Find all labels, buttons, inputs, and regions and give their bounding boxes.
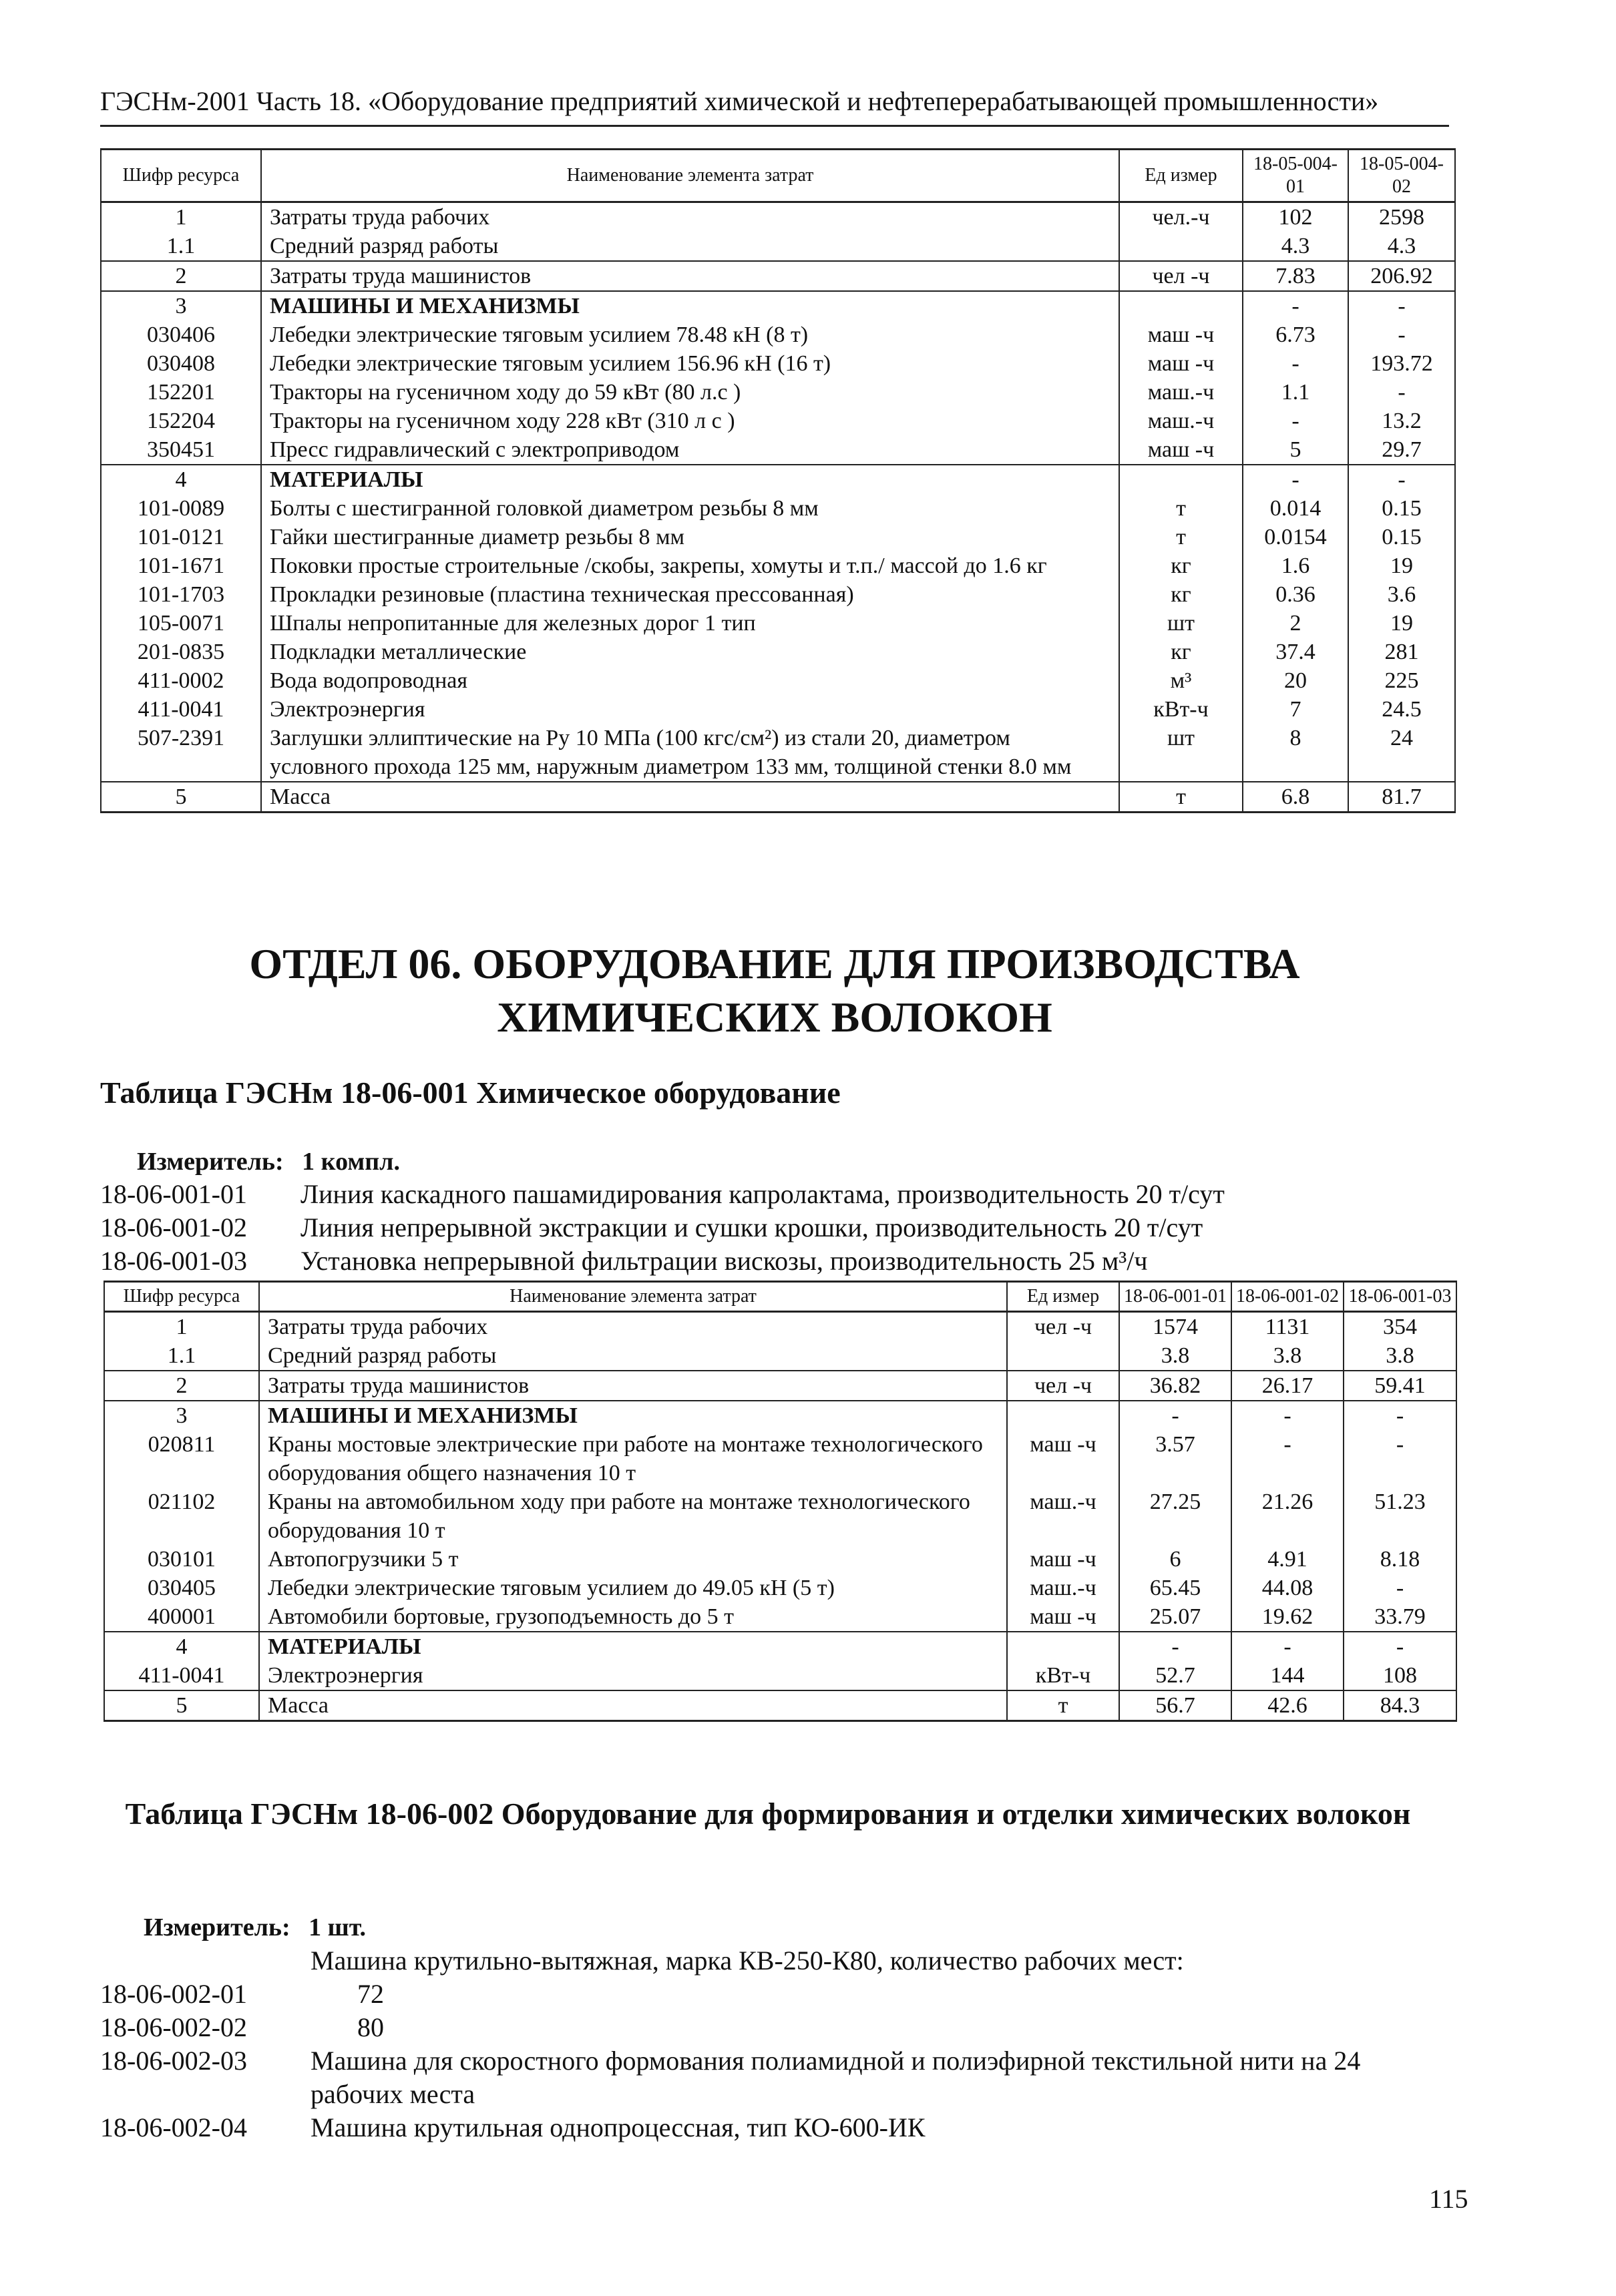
variant-code: 18-06-001-03 xyxy=(100,1246,247,1276)
cell-name: Электроэнергия xyxy=(261,695,1119,724)
cell-name: МАТЕРИАЛЫ xyxy=(259,1632,1007,1661)
cell-v1: 6.8 xyxy=(1243,782,1348,813)
variant-code: 18-06-002-04 xyxy=(100,2112,247,2142)
table-row xyxy=(104,1312,1456,1342)
cell-v3: 84.3 xyxy=(1344,1690,1456,1721)
cell-name: Тракторы на гусеничном ходу до 59 кВт (80 л.с ) xyxy=(261,378,1119,407)
variant-item xyxy=(100,2011,1446,2044)
cell-v2: 44.08 xyxy=(1231,1574,1344,1602)
table-row xyxy=(101,261,1455,291)
table-row xyxy=(101,232,1455,261)
table-row xyxy=(101,551,1455,580)
table-row xyxy=(104,1371,1456,1401)
cell-unit: чел -ч xyxy=(1007,1312,1119,1342)
variant-text: Машина крутильная однопроцессная, тип КО-600-ИК xyxy=(311,2112,926,2142)
meter-value: 1 компл. xyxy=(302,1148,400,1176)
cell-name: Болты с шестигранной головкой диаметром резьбы 8 мм xyxy=(261,494,1119,523)
cell-v2: - xyxy=(1231,1632,1344,1661)
table-row xyxy=(104,1401,1456,1430)
cell-v1: 1.6 xyxy=(1243,551,1348,580)
cell-v2: 19 xyxy=(1348,551,1455,580)
cell-v1: 36.82 xyxy=(1119,1371,1231,1401)
cell-name: Лебедки электрические тяговым усилием до 49.05 кН (5 т) xyxy=(259,1574,1007,1602)
cell-v3: 33.79 xyxy=(1344,1602,1456,1632)
cell-name: Пресс гидравлический с электроприводом xyxy=(261,435,1119,465)
cell-v3: - xyxy=(1344,1632,1456,1661)
cell-code: 152204 xyxy=(101,407,261,435)
table-row xyxy=(104,1690,1456,1721)
cell-unit: маш.-ч xyxy=(1007,1487,1119,1545)
table-row xyxy=(101,320,1455,349)
cell-name: Масса xyxy=(261,782,1119,813)
cell-code: 030406 xyxy=(101,320,261,349)
cell-v1: 8 xyxy=(1243,724,1348,782)
table-row xyxy=(101,638,1455,666)
cell-code: 3 xyxy=(104,1401,259,1430)
cell-name: МАШИНЫ И МЕХАНИЗМЫ xyxy=(259,1401,1007,1430)
cell-v1: 1574 xyxy=(1119,1312,1231,1342)
cell-name: Затраты труда машинистов xyxy=(261,261,1119,291)
cell-v1: 37.4 xyxy=(1243,638,1348,666)
cell-name: Поковки простые строительные /скобы, закрепы, хомуты и т.п./ массой до 1.6 кг xyxy=(261,551,1119,580)
cell-name: Шпалы непропитанные для железных дорог 1 тип xyxy=(261,609,1119,638)
cell-v2: - xyxy=(1348,291,1455,320)
table-row xyxy=(104,1430,1456,1487)
cell-v1: 6.73 xyxy=(1243,320,1348,349)
cell-v2: 281 xyxy=(1348,638,1455,666)
cell-unit: т xyxy=(1119,494,1243,523)
cell-code: 152201 xyxy=(101,378,261,407)
cell-v2: 4.91 xyxy=(1231,1545,1344,1574)
cell-code: 4 xyxy=(101,465,261,494)
meter-label: Измеритель: xyxy=(137,1148,284,1176)
cell-code: 101-0089 xyxy=(101,494,261,523)
table-row xyxy=(101,782,1455,813)
cell-v2: 24 xyxy=(1348,724,1455,782)
col-header-unit: Ед измер xyxy=(1119,150,1243,202)
cell-unit xyxy=(1007,1341,1119,1371)
cell-v1: - xyxy=(1243,291,1348,320)
variant-item xyxy=(100,1244,1225,1278)
cell-unit: кВт-ч xyxy=(1119,695,1243,724)
table-row xyxy=(101,666,1455,695)
table-row xyxy=(104,1632,1456,1661)
cell-code: 101-1671 xyxy=(101,551,261,580)
table-row xyxy=(101,378,1455,407)
cell-code: 2 xyxy=(101,261,261,291)
cell-v3: - xyxy=(1344,1430,1456,1487)
col-header-v2: 18-06-001-02 xyxy=(1231,1282,1344,1312)
cell-name: Затраты труда машинистов xyxy=(259,1371,1007,1401)
variant-text: Установка непрерывной фильтрации вискозы, производительность 25 м³/ч xyxy=(300,1246,1148,1276)
cell-unit: чел.-ч xyxy=(1119,202,1243,232)
table-row xyxy=(101,465,1455,494)
variant-text: Линия каскадного пашамидирования капролактама, производительность 20 т/сут xyxy=(300,1179,1225,1209)
cell-v1: 7.83 xyxy=(1243,261,1348,291)
cell-v1: 0.36 xyxy=(1243,580,1348,609)
cell-v2: 21.26 xyxy=(1231,1487,1344,1545)
cell-v1: 20 xyxy=(1243,666,1348,695)
col-header-name: Наименование элемента затрат xyxy=(261,150,1119,202)
cell-v2: 81.7 xyxy=(1348,782,1455,813)
cell-code: 2 xyxy=(104,1371,259,1401)
cell-name: Затраты труда рабочих xyxy=(259,1312,1007,1342)
cell-name: Электроэнергия xyxy=(259,1661,1007,1690)
col-header-unit: Ед измер xyxy=(1007,1282,1119,1312)
cell-v3: 354 xyxy=(1344,1312,1456,1342)
cell-code: 1 xyxy=(104,1312,259,1342)
cell-code: 507-2391 xyxy=(101,724,261,782)
variant-text: 72 xyxy=(357,1979,384,2009)
page-number: 115 xyxy=(1429,2184,1468,2214)
variant-item xyxy=(100,2111,1446,2144)
table-row xyxy=(101,291,1455,320)
cell-v2: 42.6 xyxy=(1231,1690,1344,1721)
cell-unit: маш -ч xyxy=(1007,1430,1119,1487)
cell-name: Заглушки эллиптические на Ру 10 МПа (100 кгс/см²) из стали 20, диаметром условного прохода 125 мм, наружным диаметром 133 мм, толщиной стенки 8.0 мм xyxy=(261,724,1119,782)
cell-code: 4 xyxy=(104,1632,259,1661)
cell-v1: - xyxy=(1243,349,1348,378)
cell-unit: маш.-ч xyxy=(1119,407,1243,435)
cell-v2: 19.62 xyxy=(1231,1602,1344,1632)
cell-v1: 3.8 xyxy=(1119,1341,1231,1371)
cell-v2: 19 xyxy=(1348,609,1455,638)
cell-unit: маш -ч xyxy=(1007,1602,1119,1632)
cell-v2: - xyxy=(1348,465,1455,494)
cell-unit: маш -ч xyxy=(1119,349,1243,378)
table-header-row xyxy=(101,150,1455,202)
cell-code: 101-0121 xyxy=(101,523,261,551)
cell-unit: т xyxy=(1119,523,1243,551)
table-row xyxy=(101,349,1455,378)
variant-text: 80 xyxy=(357,2012,384,2042)
cell-name: Лебедки электрические тяговым усилием 156.96 кН (16 т) xyxy=(261,349,1119,378)
cell-v1: - xyxy=(1119,1401,1231,1430)
cell-name: Затраты труда рабочих xyxy=(261,202,1119,232)
meter-line xyxy=(144,1911,366,1944)
cell-v1: 65.45 xyxy=(1119,1574,1231,1602)
cell-v2: - xyxy=(1348,378,1455,407)
cell-v1: 102 xyxy=(1243,202,1348,232)
col-header-name: Наименование элемента затрат xyxy=(259,1282,1007,1312)
cell-name: Автомобили бортовые, грузоподъемность до 5 т xyxy=(259,1602,1007,1632)
col-header-v2: 18-05-004-02 xyxy=(1348,150,1455,202)
variant-list-18-06-001 xyxy=(100,1178,1225,1278)
cell-v1: - xyxy=(1119,1632,1231,1661)
cell-unit: маш -ч xyxy=(1119,320,1243,349)
cell-code: 1.1 xyxy=(104,1341,259,1371)
cell-unit: маш.-ч xyxy=(1119,378,1243,407)
cell-unit: м³ xyxy=(1119,666,1243,695)
variant-intro xyxy=(100,1944,1446,1978)
cell-name: Автопогрузчики 5 т xyxy=(259,1545,1007,1574)
cell-unit: маш.-ч xyxy=(1007,1574,1119,1602)
cell-unit: шт xyxy=(1119,609,1243,638)
cell-code: 101-1703 xyxy=(101,580,261,609)
cell-unit xyxy=(1119,232,1243,261)
variant-code: 18-06-002-02 xyxy=(100,2012,247,2042)
cell-v1: 0.014 xyxy=(1243,494,1348,523)
cell-code: 030405 xyxy=(104,1574,259,1602)
cell-code: 1 xyxy=(101,202,261,232)
table-row xyxy=(104,1661,1456,1690)
table-row xyxy=(101,695,1455,724)
cell-v2: - xyxy=(1348,320,1455,349)
cell-v3: - xyxy=(1344,1574,1456,1602)
resource-table-18-06-001 xyxy=(104,1281,1457,1722)
variant-text: Линия непрерывной экстракции и сушки крошки, производительность 20 т/сут xyxy=(300,1212,1203,1242)
cell-code: 1.1 xyxy=(101,232,261,261)
cell-code: 3 xyxy=(101,291,261,320)
cell-v1: 3.57 xyxy=(1119,1430,1231,1487)
cell-unit: шт xyxy=(1119,724,1243,782)
cell-name: МАТЕРИАЛЫ xyxy=(261,465,1119,494)
table-row xyxy=(101,407,1455,435)
cell-v1: 1.1 xyxy=(1243,378,1348,407)
cell-unit: чел -ч xyxy=(1007,1371,1119,1401)
cell-v2: 3.8 xyxy=(1231,1341,1344,1371)
cell-unit: маш -ч xyxy=(1007,1545,1119,1574)
cell-name: Лебедки электрические тяговым усилием 78.48 кН (8 т) xyxy=(261,320,1119,349)
cell-v2: 2598 xyxy=(1348,202,1455,232)
cell-v2: 3.6 xyxy=(1348,580,1455,609)
cell-code: 400001 xyxy=(104,1602,259,1632)
variant-list-18-06-002 xyxy=(100,1944,1446,2144)
variant-code: 18-06-001-02 xyxy=(100,1212,247,1242)
variant-intro-text: Машина крутильно-вытяжная, марка КВ-250-К80, количество рабочих мест: xyxy=(311,1945,1184,1976)
cell-v2: - xyxy=(1231,1430,1344,1487)
table-row xyxy=(101,724,1455,782)
cell-unit: т xyxy=(1119,782,1243,813)
cell-name: Средний разряд работы xyxy=(261,232,1119,261)
cell-v3: - xyxy=(1344,1401,1456,1430)
cell-unit: маш -ч xyxy=(1119,435,1243,465)
table-row xyxy=(104,1545,1456,1574)
table-row xyxy=(101,609,1455,638)
cell-v2: 193.72 xyxy=(1348,349,1455,378)
cell-v2: 206.92 xyxy=(1348,261,1455,291)
cell-v1: 56.7 xyxy=(1119,1690,1231,1721)
cell-v2: 29.7 xyxy=(1348,435,1455,465)
cell-name: Средний разряд работы xyxy=(259,1341,1007,1371)
cell-v2: 144 xyxy=(1231,1661,1344,1690)
cell-v1: 4.3 xyxy=(1243,232,1348,261)
cell-code: 201-0835 xyxy=(101,638,261,666)
cell-unit: кВт-ч xyxy=(1007,1661,1119,1690)
cell-code: 411-0002 xyxy=(101,666,261,695)
cell-unit: кг xyxy=(1119,638,1243,666)
cell-v1: 27.25 xyxy=(1119,1487,1231,1545)
cell-code: 030408 xyxy=(101,349,261,378)
cell-v2: - xyxy=(1231,1401,1344,1430)
cell-v2: 0.15 xyxy=(1348,523,1455,551)
variant-item xyxy=(100,1178,1225,1211)
variant-item xyxy=(100,2044,1446,2111)
cell-v1: 7 xyxy=(1243,695,1348,724)
table-row xyxy=(104,1602,1456,1632)
cell-v3: 59.41 xyxy=(1344,1371,1456,1401)
cell-v1: 5 xyxy=(1243,435,1348,465)
meter-label: Измеритель: xyxy=(144,1913,290,1941)
cell-v3: 108 xyxy=(1344,1661,1456,1690)
cell-v1: - xyxy=(1243,465,1348,494)
table-row xyxy=(101,202,1455,232)
resource-table-18-05-004 xyxy=(100,148,1456,813)
variant-code: 18-06-002-03 xyxy=(100,2046,247,2076)
cell-unit xyxy=(1007,1401,1119,1430)
cell-v3: 51.23 xyxy=(1344,1487,1456,1545)
col-header-v3: 18-06-001-03 xyxy=(1344,1282,1456,1312)
cell-name: Краны мостовые электрические при работе на монтаже технологического оборудования общего назначения 10 т xyxy=(259,1430,1007,1487)
table-row xyxy=(104,1487,1456,1545)
cell-unit: кг xyxy=(1119,551,1243,580)
cell-code: 411-0041 xyxy=(101,695,261,724)
col-header-v1: 18-05-004-01 xyxy=(1243,150,1348,202)
cell-code: 020811 xyxy=(104,1430,259,1487)
cell-unit xyxy=(1119,291,1243,320)
cell-v1: - xyxy=(1243,407,1348,435)
cell-unit xyxy=(1119,465,1243,494)
cell-code: 021102 xyxy=(104,1487,259,1545)
cell-code: 030101 xyxy=(104,1545,259,1574)
col-header-code: Шифр ресурса xyxy=(104,1282,259,1312)
cell-name: Гайки шестигранные диаметр резьбы 8 мм xyxy=(261,523,1119,551)
table-row xyxy=(101,580,1455,609)
cell-name: Подкладки металлические xyxy=(261,638,1119,666)
variant-item xyxy=(100,1211,1225,1244)
section-title: ОТДЕЛ 06. ОБОРУДОВАНИЕ ДЛЯ ПРОИЗВОДСТВА ХИМИЧЕСКИХ ВОЛОКОН xyxy=(249,940,1300,1041)
meter-value: 1 шт. xyxy=(309,1913,367,1941)
table-row xyxy=(101,523,1455,551)
cell-v1: 25.07 xyxy=(1119,1602,1231,1632)
table-row xyxy=(104,1341,1456,1371)
cell-v2: 24.5 xyxy=(1348,695,1455,724)
cell-v2: 13.2 xyxy=(1348,407,1455,435)
cell-v3: 8.18 xyxy=(1344,1545,1456,1574)
variant-item xyxy=(100,1978,1446,2011)
variant-text: Машина для скоростного формования полиамидной и полиэфирной текстильной нити на 24 рабочих места xyxy=(311,2046,1361,2109)
cell-name: Краны на автомобильном ходу при работе на монтаже технологического оборудования 10 т xyxy=(259,1487,1007,1545)
table-title-18-06-001: Таблица ГЭСНм 18-06-001 Химическое оборудование xyxy=(100,1076,841,1110)
table-header-row xyxy=(104,1282,1456,1312)
cell-code: 5 xyxy=(104,1690,259,1721)
meter-line xyxy=(137,1145,400,1178)
table-row xyxy=(101,435,1455,465)
cell-v2: 0.15 xyxy=(1348,494,1455,523)
table-title-18-06-002: Таблица ГЭСНм 18-06-002 Оборудование для формирования и отделки химических волокон xyxy=(125,1797,1411,1831)
cell-name: Прокладки резиновые (пластина техническая прессованная) xyxy=(261,580,1119,609)
col-header-v1: 18-06-001-01 xyxy=(1119,1282,1231,1312)
cell-v3: 3.8 xyxy=(1344,1341,1456,1371)
table-row xyxy=(101,494,1455,523)
cell-code: 350451 xyxy=(101,435,261,465)
cell-unit: т xyxy=(1007,1690,1119,1721)
cell-code: 105-0071 xyxy=(101,609,261,638)
cell-unit: чел -ч xyxy=(1119,261,1243,291)
cell-name: Вода водопроводная xyxy=(261,666,1119,695)
table-row xyxy=(104,1574,1456,1602)
cell-unit xyxy=(1007,1632,1119,1661)
cell-v2: 4.3 xyxy=(1348,232,1455,261)
cell-name: Масса xyxy=(259,1690,1007,1721)
cell-v2: 26.17 xyxy=(1231,1371,1344,1401)
cell-v2: 225 xyxy=(1348,666,1455,695)
cell-v1: 52.7 xyxy=(1119,1661,1231,1690)
cell-v1: 2 xyxy=(1243,609,1348,638)
cell-code: 411-0041 xyxy=(104,1661,259,1690)
cell-code: 5 xyxy=(101,782,261,813)
cell-v1: 0.0154 xyxy=(1243,523,1348,551)
variant-code: 18-06-002-01 xyxy=(100,1979,247,2009)
running-head: ГЭСНм-2001 Часть 18. «Оборудование предприятий химической и нефтеперерабатывающей промышленности» xyxy=(100,85,1449,127)
variant-code: 18-06-001-01 xyxy=(100,1179,247,1209)
cell-unit: кг xyxy=(1119,580,1243,609)
cell-name: Тракторы на гусеничном ходу 228 кВт (310 л с ) xyxy=(261,407,1119,435)
cell-v1: 6 xyxy=(1119,1545,1231,1574)
cell-name: МАШИНЫ И МЕХАНИЗМЫ xyxy=(261,291,1119,320)
cell-v2: 1131 xyxy=(1231,1312,1344,1342)
col-header-code: Шифр ресурса xyxy=(101,150,261,202)
